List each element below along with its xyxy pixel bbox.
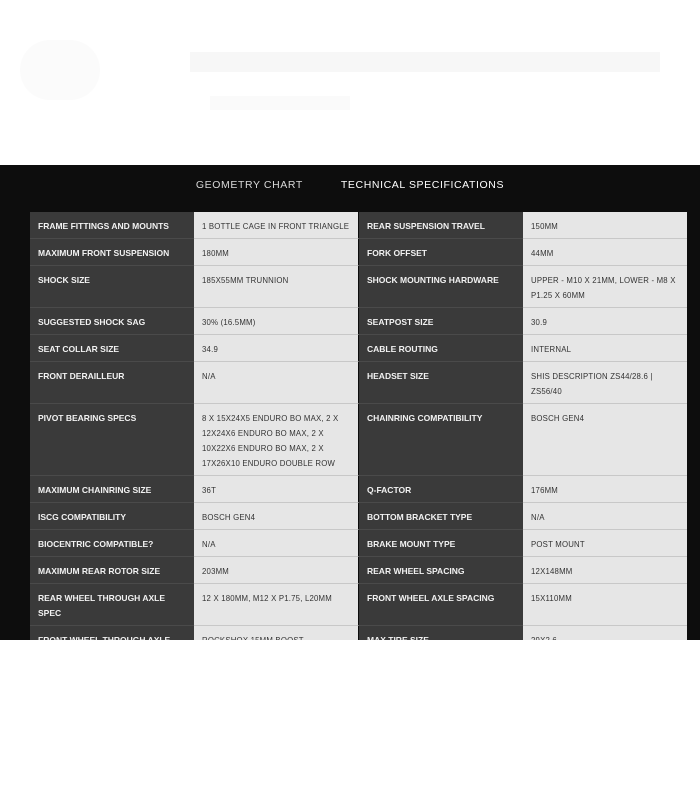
spec-label: FRAME FITTINGS AND MOUNTS — [30, 212, 194, 239]
spec-value: 203MM — [194, 557, 359, 584]
spec-value: 34.9 — [194, 335, 359, 362]
table-row — [30, 308, 687, 335]
spec-value: 15X110MM — [523, 584, 687, 626]
spec-value: 150MM — [523, 212, 687, 239]
table-row — [30, 476, 687, 503]
spec-value: 30% (16.5MM) — [194, 308, 359, 335]
table-row — [30, 266, 687, 308]
page-header-area — [0, 0, 700, 165]
spec-label: CHAINRING COMPATIBILITY — [359, 404, 523, 476]
spec-label: FORK OFFSET — [359, 239, 523, 266]
spec-label: MAXIMUM CHAINRING SIZE — [30, 476, 194, 503]
spec-value: SHIS DESCRIPTION ZS44/28.6 | ZS56/40 — [523, 362, 687, 404]
faded-subtitle-placeholder — [210, 96, 350, 110]
spec-value: POST MOUNT — [523, 530, 687, 557]
spec-value: 8 X 15X24X5 ENDURO BO MAX, 2 X 12X24X6 ENDURO BO MAX, 2 X 10X22X6 ENDURO BO MAX, 2 X 17X26X10 ENDURO DOUBLE ROW — [194, 404, 359, 476]
spec-value: BOSCH GEN4 — [194, 503, 359, 530]
faded-title-placeholder — [190, 52, 660, 72]
spec-label: SHOCK MOUNTING HARDWARE — [359, 266, 523, 308]
spec-label: HEADSET SIZE — [359, 362, 523, 404]
spec-value: 180MM — [194, 239, 359, 266]
spec-label: BRAKE MOUNT TYPE — [359, 530, 523, 557]
spec-value: 44MM — [523, 239, 687, 266]
spec-label: REAR SUSPENSION TRAVEL — [359, 212, 523, 239]
spec-value: INTERNAL — [523, 335, 687, 362]
spec-value: N/A — [194, 530, 359, 557]
spec-label: MAXIMUM REAR ROTOR SIZE — [30, 557, 194, 584]
spec-label: REAR WHEEL SPACING — [359, 557, 523, 584]
faded-logo — [20, 40, 100, 100]
spec-label: CABLE ROUTING — [359, 335, 523, 362]
spec-label: SHOCK SIZE — [30, 266, 194, 308]
spec-value: UPPER - M10 X 21MM, LOWER - M8 X P1.25 X 60MM — [523, 266, 687, 308]
spec-label: SUGGESTED SHOCK SAG — [30, 308, 194, 335]
page-footer-area — [0, 640, 700, 800]
spec-label: BIOCENTRIC COMPATIBLE? — [30, 530, 194, 557]
spec-label: FRONT WHEEL AXLE SPACING — [359, 584, 523, 626]
table-row — [30, 212, 687, 239]
table-row — [30, 239, 687, 266]
spec-value: 36T — [194, 476, 359, 503]
spec-value: BOSCH GEN4 — [523, 404, 687, 476]
table-row — [30, 335, 687, 362]
table-row — [30, 404, 687, 476]
spec-value: 30.9 — [523, 308, 687, 335]
spec-label: ISCG COMPATIBILITY — [30, 503, 194, 530]
spec-label: MAXIMUM FRONT SUSPENSION — [30, 239, 194, 266]
tab-geometry-chart[interactable]: GEOMETRY CHART — [195, 179, 303, 191]
spec-value: 176MM — [523, 476, 687, 503]
table-row — [30, 584, 687, 626]
spec-label: REAR WHEEL THROUGH AXLE SPEC — [30, 584, 194, 626]
spec-label: FRONT DERAILLEUR — [30, 362, 194, 404]
table-row — [30, 557, 687, 584]
table-row — [30, 530, 687, 557]
spec-value: 185X55MM TRUNNION — [194, 266, 359, 308]
tab-bar — [0, 165, 700, 205]
spec-label: Q-FACTOR — [359, 476, 523, 503]
spec-label: BOTTOM BRACKET TYPE — [359, 503, 523, 530]
spec-value: N/A — [523, 503, 687, 530]
table-row — [30, 503, 687, 530]
spec-label: SEAT COLLAR SIZE — [30, 335, 194, 362]
technical-specifications-table — [30, 212, 687, 669]
spec-label: SEATPOST SIZE — [359, 308, 523, 335]
specs-panel — [0, 165, 700, 640]
spec-value: 12X148MM — [523, 557, 687, 584]
tab-technical-specifications[interactable]: TECHNICAL SPECIFICATIONS — [340, 179, 505, 191]
spec-value: 12 X 180MM, M12 X P1.75, L20MM — [194, 584, 359, 626]
spec-value: 1 BOTTLE CAGE IN FRONT TRIANGLE — [194, 212, 359, 239]
table-row — [30, 362, 687, 404]
spec-table-body — [30, 212, 687, 669]
spec-label: PIVOT BEARING SPECS — [30, 404, 194, 476]
spec-value: N/A — [194, 362, 359, 404]
